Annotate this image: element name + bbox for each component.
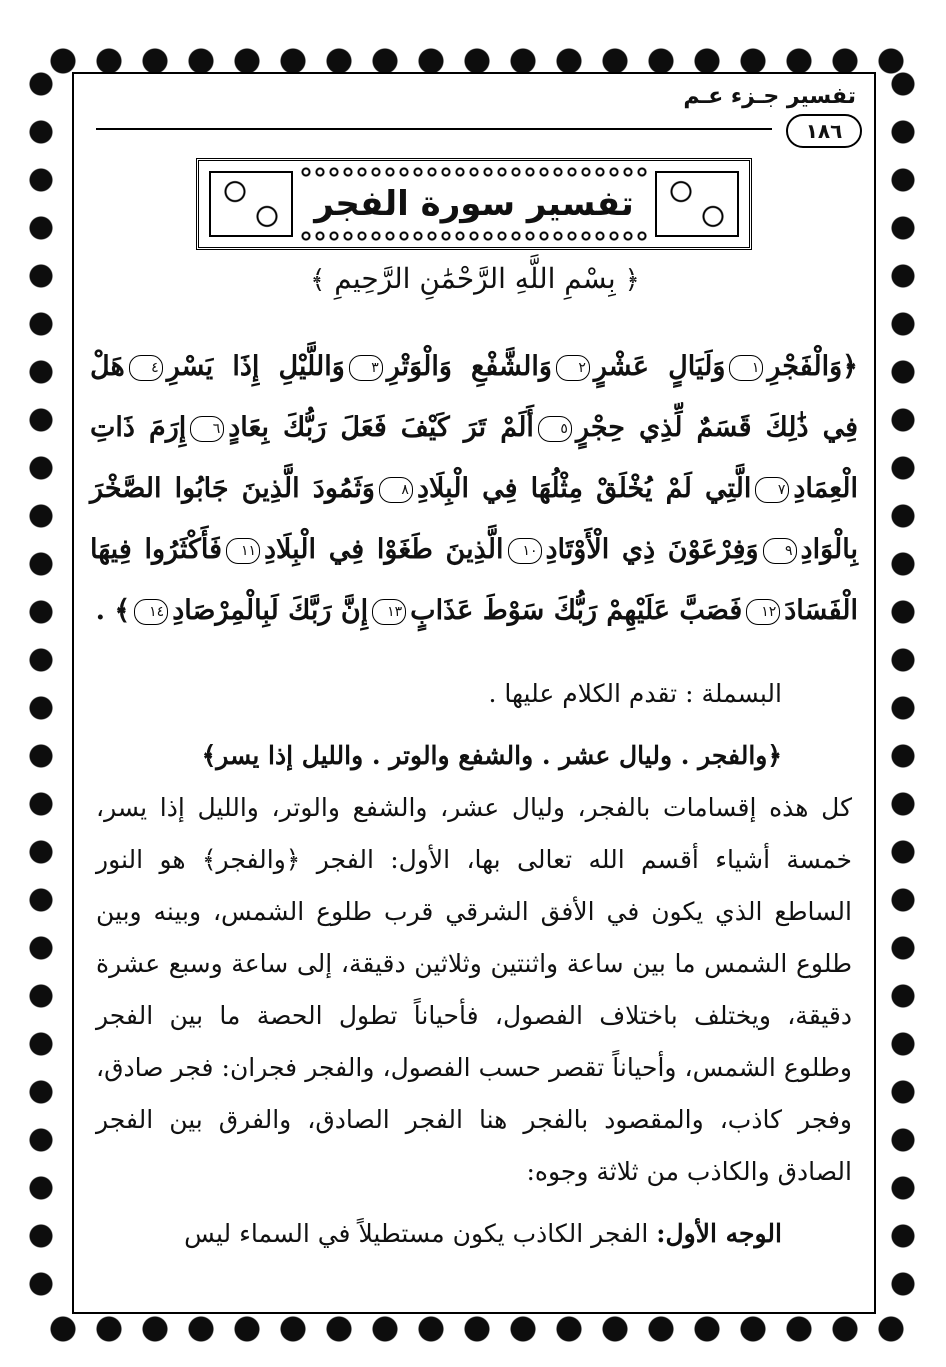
section-text: الفجر الكاذب يكون مستطيلاً في السماء ليس bbox=[184, 1219, 649, 1248]
commentary-paragraph: كل هذه إقسامات بالفجر، وليال عشر، والشفع والوتر، والليل إذا يسر، خمسة أشياء أقسم الله تعالى بها، الأول: الفجر ﴿والفجر﴾ هو النور الساطع الذي يكون في الأفق الشرقي قرب طلوع الشمس، وبينه وبين طلوع الشمس ما بين ساعة واثنتين وثلاثين دقيقة، إلى ساعة وسبع عشرة دقيقة، ويختلف باختلاف الفصول، فأحياناً تطول الحصة ما بين الفجر وطلوع الشمس، وأحياناً تقصر حسب الفصول، والفجر فجران: فجر صادق، وفجر كاذب، والمقصود بالفجر هنا الفجر الصادق، والفرق بين الفجر الصادق والكاذب من ثلاثة وجوه: bbox=[96, 793, 852, 1186]
surah-title-box bbox=[196, 158, 752, 250]
running-title: تفسير جـزء عـم bbox=[683, 84, 856, 109]
verse-quote: ﴿والفجر . وليال عشر . والشفع والوتر . والليل إذا يسر﴾ bbox=[201, 741, 782, 770]
ayah-number: ١٣ bbox=[372, 599, 406, 625]
section-label: الوجه الأول: bbox=[656, 1219, 782, 1248]
ayah-number: ١٠ bbox=[508, 538, 542, 564]
ayah-text: الَّذِينَ طَغَوْا فِي الْبِلَادِ bbox=[264, 534, 504, 565]
ayah-text: وَاللَّيْلِ إِذَا يَسْرِ bbox=[166, 351, 345, 382]
ayah-text: أَلَمْ تَرَ كَيْفَ فَعَلَ رَبُّكَ بِعَادٍ bbox=[228, 412, 534, 443]
ayah-text: وَالْفَجْرِ bbox=[767, 351, 843, 382]
commentary bbox=[96, 668, 852, 1260]
page-number: ١٨٦ bbox=[786, 114, 862, 148]
chain-ornament bbox=[299, 167, 649, 177]
quran-verses bbox=[90, 336, 858, 641]
ayah-number: ١٢ bbox=[746, 599, 780, 625]
ayah-number: ٨ bbox=[379, 477, 413, 503]
commentary-section bbox=[96, 1208, 852, 1260]
ayah-number: ٤ bbox=[129, 355, 163, 381]
arabesque-ornament-icon bbox=[209, 171, 293, 237]
ayah-text: إِرَمَ ذَاتِ الْعِمَادِ bbox=[90, 412, 858, 504]
quran-open-bracket: ﴿ bbox=[842, 351, 858, 382]
ayah-text: وَالشَّفْعِ وَالْوَتْرِ bbox=[386, 351, 552, 382]
page-header bbox=[96, 84, 856, 143]
ayah-text: فَأَكْثَرُوا فِيهَا الْفَسَادَ bbox=[90, 534, 858, 626]
basmala-note: البسملة : تقدم الكلام عليها . bbox=[488, 679, 782, 708]
arabesque-ornament-icon bbox=[655, 171, 739, 237]
ayah-number: ٣ bbox=[349, 355, 383, 381]
ayah-text: وَلَيَالٍ عَشْرٍ bbox=[593, 351, 726, 382]
ayah-text: إِنَّ رَبَّكَ لَبِالْمِرْصَادِ bbox=[172, 595, 369, 626]
ayah-number: ٧ bbox=[755, 477, 789, 503]
surah-title: تفسير سورة الفجر bbox=[314, 184, 634, 224]
ayah-number: ١١ bbox=[226, 538, 260, 564]
header-rule bbox=[96, 128, 772, 130]
ayah-text: هَلْ فِي ذَٰلِكَ قَسَمٌ لِّذِي حِجْرٍ bbox=[90, 351, 858, 443]
basmala-text: بِسْمِ اللَّهِ الرَّحْمَٰنِ الرَّحِيمِ bbox=[334, 262, 616, 295]
ayah-number: ١ bbox=[729, 355, 763, 381]
quran-close-bracket: ﴾ . bbox=[95, 595, 131, 626]
basmala bbox=[220, 262, 730, 295]
ayah-number: ٩ bbox=[763, 538, 797, 564]
ayah-number: ١٤ bbox=[134, 599, 168, 625]
ayah-text: وَثَمُودَ الَّذِينَ جَابُوا الصَّخْرَ بِالْوَادِ bbox=[90, 473, 858, 565]
ayah-text: وَفِرْعَوْنَ ذِي الْأَوْتَادِ bbox=[545, 534, 759, 565]
ornate-bracket-open-icon: ﴿ bbox=[624, 265, 640, 295]
ayah-text: فَصَبَّ عَلَيْهِمْ رَبُّكَ سَوْطَ عَذَابٍ bbox=[410, 595, 743, 626]
ayah-text: الَّتِي لَمْ يُخْلَقْ مِثْلُهَا فِي الْبِلَادِ bbox=[416, 473, 752, 504]
ornate-bracket-close-icon: ﴾ bbox=[310, 265, 326, 295]
ayah-number: ٥ bbox=[538, 416, 572, 442]
decorative-border-left bbox=[22, 60, 60, 1320]
ayah-number: ٢ bbox=[556, 355, 590, 381]
ayah-number: ٦ bbox=[190, 416, 224, 442]
decorative-border-right bbox=[884, 60, 922, 1320]
chain-ornament bbox=[299, 231, 649, 241]
